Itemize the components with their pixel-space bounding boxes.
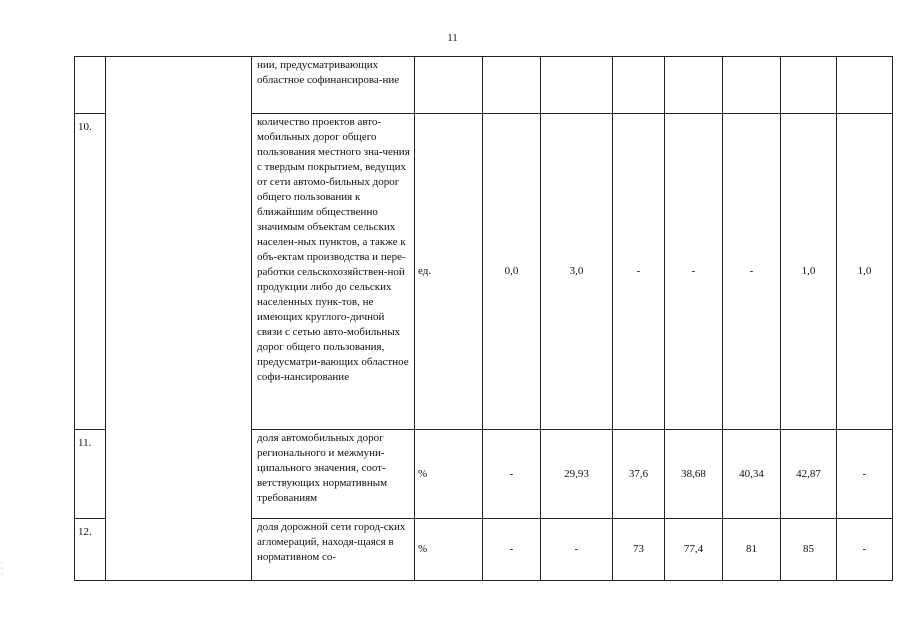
program-name-cell	[106, 57, 252, 581]
value-cell: -	[483, 430, 541, 519]
value-cell: 37,6	[613, 430, 665, 519]
value-cell: 3,0	[541, 114, 613, 430]
unit-cell: %	[415, 430, 483, 519]
value-cell: -	[483, 519, 541, 581]
value-cell	[541, 57, 613, 114]
row-number: 12.	[75, 519, 106, 581]
value-cell: -	[541, 519, 613, 581]
value-cell: 81	[723, 519, 781, 581]
row-number: 11.	[75, 430, 106, 519]
indicator-text: нии, предусматривающих областное софинансирова-ние	[252, 57, 415, 114]
value-cell: -	[665, 114, 723, 430]
indicator-text: доля дорожной сети город-ских агломераций, находя-щаяся в нормативном со-	[252, 519, 415, 581]
value-cell: -	[837, 430, 893, 519]
value-cell: -	[837, 519, 893, 581]
value-cell: -	[723, 114, 781, 430]
row-number	[75, 57, 106, 114]
value-cell: 85	[781, 519, 837, 581]
unit-cell: %	[415, 519, 483, 581]
value-cell: 77,4	[665, 519, 723, 581]
value-cell	[781, 57, 837, 114]
unit-cell	[415, 57, 483, 114]
value-cell: 1,0	[837, 114, 893, 430]
value-cell: 38,68	[665, 430, 723, 519]
table-row	[75, 57, 893, 114]
value-cell	[665, 57, 723, 114]
value-cell: 42,87	[781, 430, 837, 519]
value-cell	[613, 57, 665, 114]
value-cell: 0,0	[483, 114, 541, 430]
value-cell	[837, 57, 893, 114]
value-cell	[483, 57, 541, 114]
indicator-table	[74, 56, 893, 581]
unit-cell: ед.	[415, 114, 483, 430]
value-cell	[723, 57, 781, 114]
value-cell: 40,34	[723, 430, 781, 519]
value-cell: 73	[613, 519, 665, 581]
scan-edge-marks: · · ·	[1, 560, 3, 578]
page-number: 11	[447, 32, 458, 44]
value-cell: 1,0	[781, 114, 837, 430]
indicator-text: количество проектов авто-мобильных дорог общего пользования местного зна-чения с твердым покрытием, ведущих от сети автомо-бильных дорог общего пользования к ближайшим общественно значимым объектам сельских населен-ных пунктов, а также к объ-ектам производства и пере-работки сельскохозяйствен-ной продукции либо до сельских населенных пунк-тов, не имеющих круглого-дичной связи с сетью авто-мобильных дорог общего пользования, предусматри-вающих областное софи-нансирование	[252, 114, 415, 430]
value-cell: -	[613, 114, 665, 430]
row-number: 10.	[75, 114, 106, 430]
indicator-text: доля автомобильных дорог регионального и межмуни-ципального значения, соот-ветствующих нормативным требованиям	[252, 430, 415, 519]
value-cell: 29,93	[541, 430, 613, 519]
